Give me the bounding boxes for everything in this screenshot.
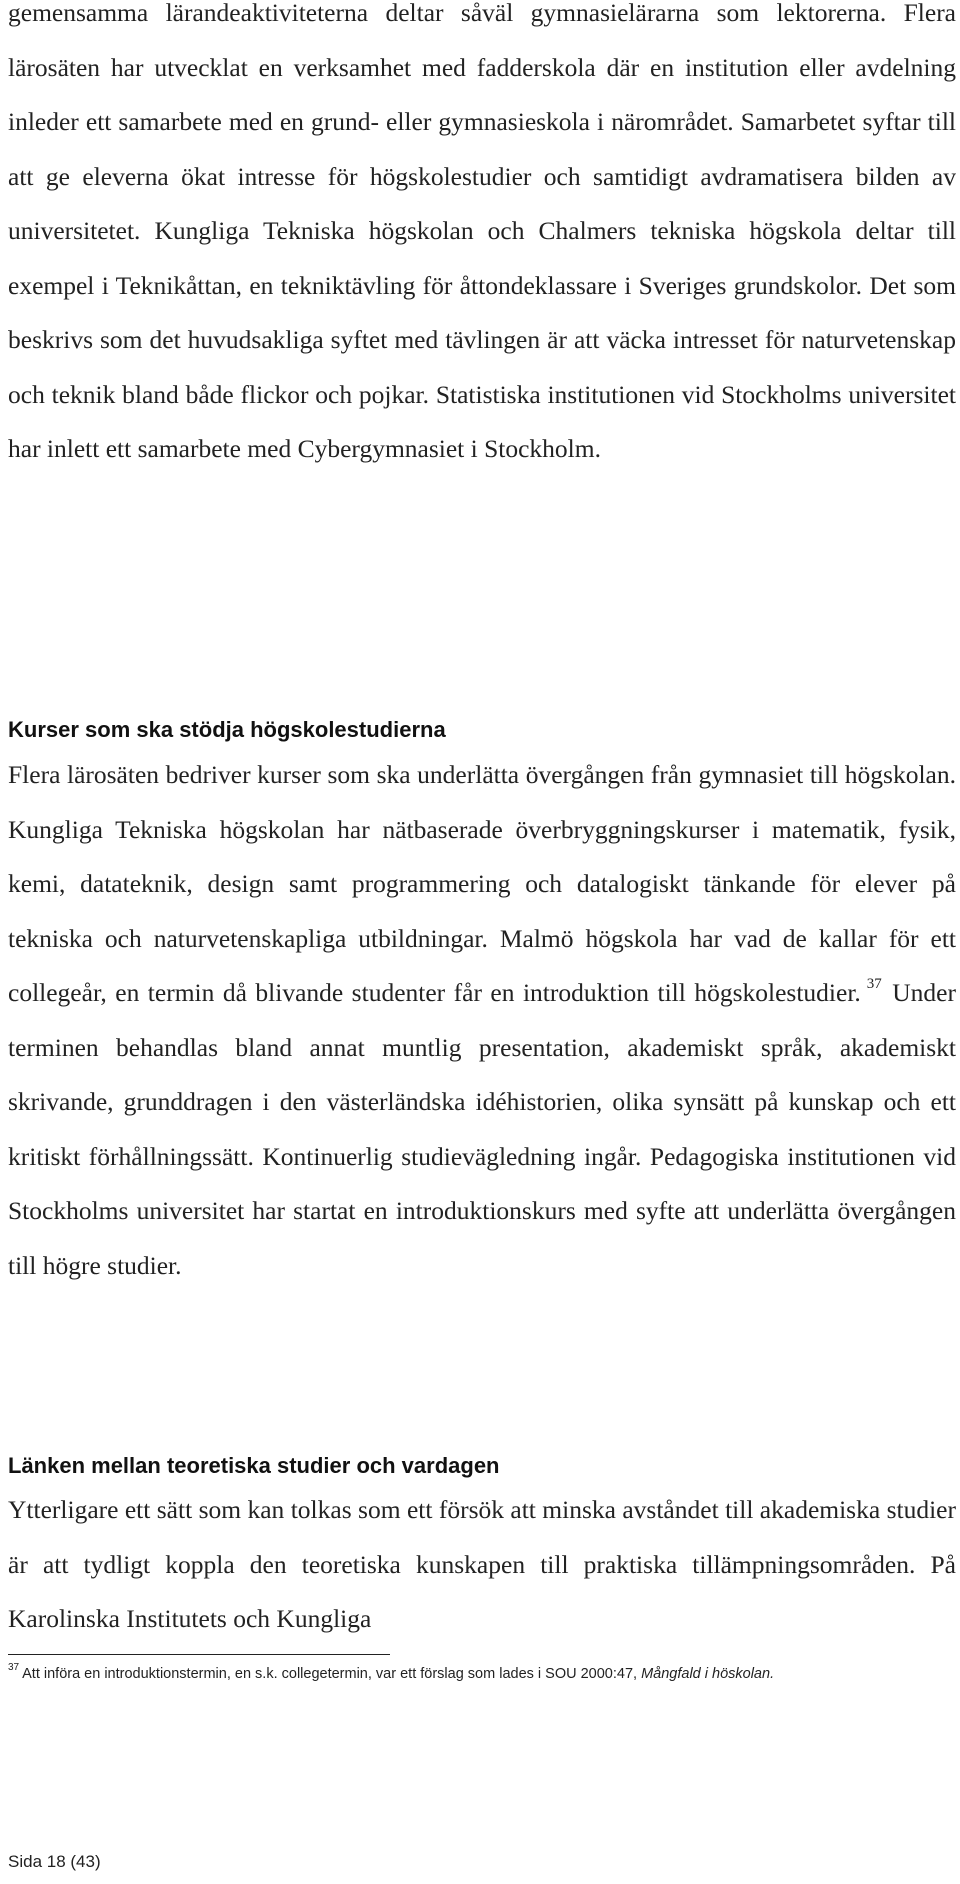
footnote-text: Att införa en introduktionstermin, en s.k. collegetermin, var ett förslag som lades i SOU 2000:47, <box>22 1666 638 1682</box>
body-paragraph-3: Ytterligare ett sätt som kan tolkas som ett försök att minska avståndet till akademiska studier är att tydligt koppla den teoretiska kunskapen till praktiska tillämpningsområden. På Karolinska Institutets och Kungliga <box>8 1495 956 1633</box>
footnote <box>8 1662 956 1687</box>
body-paragraph-2 <box>8 748 956 1293</box>
section-heading-courses: Kurser som ska stödja högskolestudierna <box>8 717 446 742</box>
body-paragraph-1: gemensamma lärandeaktiviteterna deltar såväl gymnasielärarna som lektorerna. Flera lärosäten har utvecklat en verksamhet med fadderskola där en institution eller avdelning inleder ett samarbete med en grund- eller gymnasieskola i närområdet. Samarbetet syftar till att ge eleverna ökat intresse för högskolestudier och samtidigt avdramatisera bilden av universitetet. Kungliga Tekniska högskolan och Chalmers tekniska högskola deltar till exempel i Teknikåttan, en tekniktävling för åttondeklassare i Sveriges grundskolor. Det som beskrivs som det huvudsakliga syftet med tävlingen är att väcka intresset för naturvetenskap och teknik bland både flickor och pojkar. Statistiska institutionen vid Stockholms universitet har inlett ett samarbete med Cybergymnasiet i Stockholm. <box>8 0 956 463</box>
page-number: Sida 18 (43) <box>8 1852 101 1871</box>
paragraph-2-text-after-ref: Under terminen behandlas bland annat muntlig presentation, akademiskt språk, akademiskt skrivande, grunddragen i den västerländska idéhistorien, olika synsätt på kunskap och ett kritiskt förhållningssätt. Kontinuerlig studievägledning ingår. Pedagogiska institutionen vid Stockholms universitet har startat en introduktionskurs med syfte att underlätta övergången till högre studier. <box>8 978 956 1280</box>
footnote-divider <box>8 1654 390 1655</box>
footnote-italic-title: Mångfald i höskolan. <box>641 1666 775 1682</box>
footnote-reference[interactable]: 37 <box>866 975 882 992</box>
section-heading-link-theory: Länken mellan teoretiska studier och vardagen <box>8 1453 500 1478</box>
paragraph-2-text-before-ref: Flera lärosäten bedriver kurser som ska underlätta övergången från gymnasiet till högskolan. Kungliga Tekniska högskolan har nätbaserade överbryggningskurser i matematik, fysik, kemi, datateknik, design samt programmering och datalogiskt tänkande för elever på tekniska och naturvetenskapliga utbildningar. Malmö högskola har vad de kallar för ett collegeår, en termin då blivande studenter får en introduktion till högskolestudier. <box>8 760 956 1007</box>
footnote-number: 37 <box>8 1662 20 1674</box>
